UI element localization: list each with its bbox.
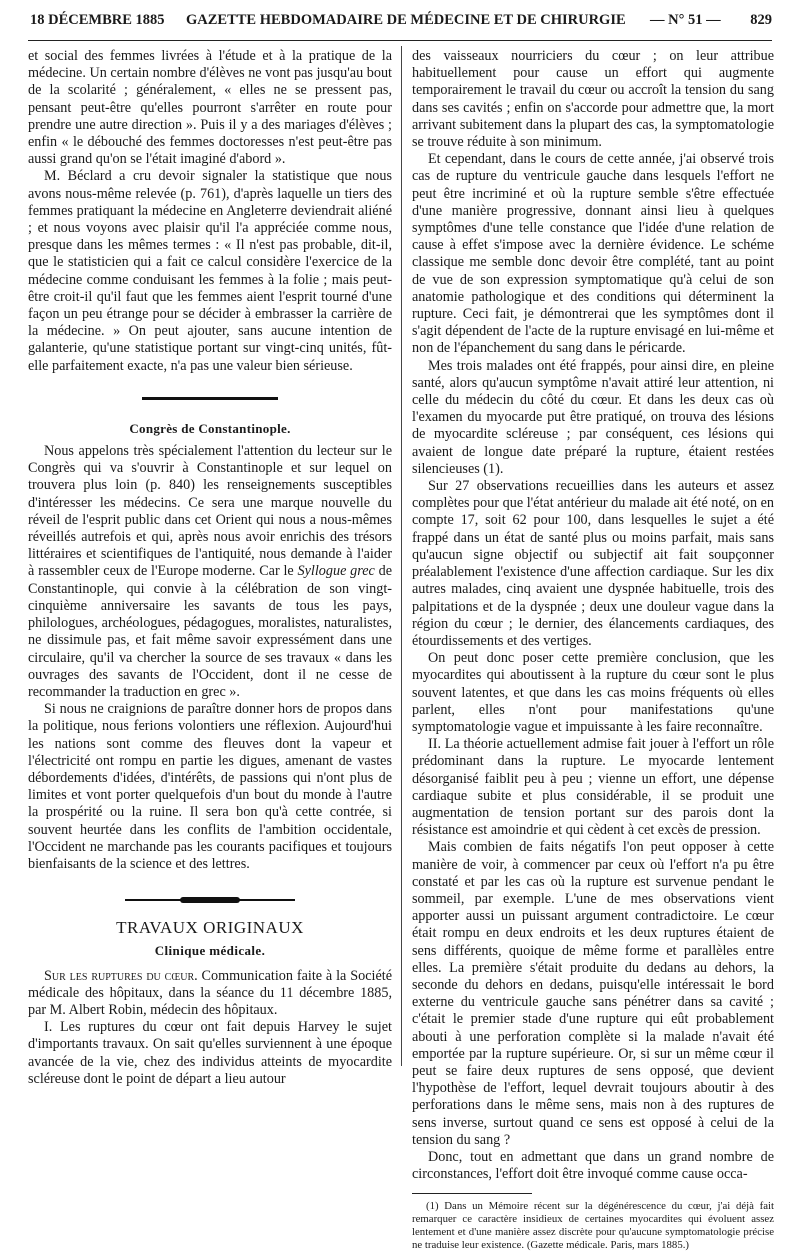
- header-date: 18 DÉCEMBRE 1885: [30, 12, 165, 28]
- paragraph: [28, 443, 392, 701]
- paragraph: Mes trois malades ont été frappés, pour ainsi dire, en pleine santé, alors qu'aucun symptôme n'avait attiré leur attention, ni celle du médecin du côté du cœur. Et dans les deux cas où l'examen du myocarde put être pratiqué, on trouva des lésions de myocardite scléreuse ; par conséquent, ces lésions qui avaient de longue date préparé la rupture, étaient restées silencieuses (1).: [412, 357, 774, 477]
- paragraph: On peut donc poser cette première conclusion, que les myocardites qui aboutissent à la rupture du cœur sont le plus souvent latentes, et que dans les cas moins fréquents où elles parlent, elles n'ont pour manifestations qu'une symptomatologie vague et impuissante à les faire reconnaître.: [412, 650, 774, 735]
- paragraph: II. La théorie actuellement admise fait jouer à l'effort un rôle prédominant dans la rupture. Le myocarde lentement désorganisé faiblit peu à peu ; vienne un effort, une dépense cardiaque subite et plus considérable, il se produit une augmentation de tension portant sur des parois dont la résistance est amoindrie et qui cèdent à cet excès de pression.: [412, 736, 774, 839]
- footnote-rule: [412, 1193, 532, 1194]
- right-column: [412, 48, 774, 1252]
- section-divider: [142, 397, 278, 400]
- left-column: [28, 48, 392, 1088]
- article-byline: Communication faite à la Société médicale des hôpitaux, dans la séance du 11 décembre 1885, par M. Albert Robin, médecin des hôpitaux.: [28, 967, 392, 1018]
- header-rule: [28, 40, 772, 41]
- paragraph: Donc, tout en admettant que dans un grand nombre de circonstances, l'effort doit être invoqué comme cause occa-: [412, 1149, 774, 1183]
- subsection-title-clinique: Clinique médicale.: [154, 943, 266, 959]
- paragraph: M. Béclard a cru devoir signaler la statistique que nous avons nous-même relevée (p. 761), d'après laquelle un tiers des femmes pratiquant la médecine en Angleterre deviendrait aliéné ; et nous voyons avec plaisir qu'il l'a appréciée comme nous, presque dans les mêmes termes : « Il n'est pas probable, dit-il, que le statisticien qui a fait ce calcul considère l'exercice de la médecine comme conduisant les femmes à la folie ; mais peut-être croit-il qu'il faut que les femmes aient l'esprit tourné d'une façon un peu étrange pour se décider à embrasser la carrière de la médecine. » On peut ajouter, sans aucune intention de galanterie, qu'une statistique portant sur vingt-cinq unités, fût-elle parfaitement exacte, n'a pas une valeur bien sérieuse.: [28, 168, 392, 374]
- paragraph: des vaisseaux nourriciers du cœur ; on leur attribue habituellement pour cause un effort qui augmente temporairement le travail du cœur ou accroît la tension du sang dans ses cavités ; enfin on s'accorde pour admettre que, la mort arrivant subitement dans la plupart des cas, la symptomatologie se trouve réduite à son minimum.: [412, 48, 774, 151]
- paragraph: et social des femmes livrées à l'étude et à la pratique de la médecine. Un certain nombre d'élèves ne vont pas jusqu'au bout de la scolarité ; généralement, « elles ne se pressent pas, pensant peut-être qu'elles pourront s'arrêter en route pour prendre une autre direction ». Puis il y a des mariages d'élèves ; enfin « le débouché des femmes doctoresses n'est peut-être pas aussi grand qu'on se l'était imaginé d'abord ».: [28, 48, 392, 168]
- paragraph-text: de Constantinople, qui convie à la célébration de son vingt-cinquième anniversaire les savants de tous les pays, philologues, archéologues, pédagogues, moralistes, naturalistes, ne dissimule pas, et fait même savoir expressément dans une circulaire, qu'il va chercher la source de ses travaux « dans les ouvrages des savants de l'Occident, dont il ne cesse de recommander la traduction en grec ».: [28, 563, 393, 700]
- section-title-travaux: TRAVAUX ORIGINAUX: [116, 918, 304, 938]
- paragraph: Et cependant, dans le cours de cette année, j'ai observé trois cas de rupture du ventricule gauche dans lesquels l'effort ne peut être incriminé et où la rupture semble s'être effectuée d'une manière progressive, donnant ainsi lieu à quelques symptômes d'une telle constance que l'idée d'une relation de cause à effet s'impose avec la dernière évidence. Le schéme classique me semble donc devoir être complété, tant au point de vue de son expression symptomatique qu'à celui de son anatomie pathologique et des conditions qui déterminent la rupture. Ceci fait, je démontrerai que les symptômes dont il s'agit dépendent de l'acte de la rupture envisagé en lui-même et non de l'épanchement du sang dans le péricarde.: [412, 151, 774, 357]
- paragraph: I. Les ruptures du cœur ont fait depuis Harvey le sujet d'importants travaux. On sait qu'elles surviennent à une époque avancée de la vie, chez des individus atteints de myocardite scléreuse dont le point de départ a lieu autour: [28, 1019, 392, 1087]
- ornamental-divider: [125, 899, 295, 901]
- header-journal-title: GAZETTE HEBDOMADAIRE DE MÉDECINE ET DE CHIRURGIE: [186, 12, 626, 28]
- header-issue-number: — N° 51 —: [650, 12, 721, 28]
- section-title-congres: Congrès de Constantinople.: [129, 420, 291, 436]
- running-header: [30, 8, 772, 34]
- paragraph: Si nous ne craignions de paraître donner hors de propos dans la politique, nous ferions volontiers une réflexion. Aujourd'hui les nations sont comme des fleuves dont la vapeur et l'électricité ont rompu en partie les digues, amenant de vastes débordements d'idées, d'intérêts, de passions qui n'ont plus de limites et vont porter quelquefois d'un bout du monde à l'autre la prospérité ou la ruine. Il sera bon qu'à cette contrée, si souvent heurtée dans les conflits de l'ambition occidentale, l'Occident ne marchande pas les courants pacifiques et toujours bienfaisants de la science et des lettres.: [28, 701, 392, 872]
- paragraph: Sur 27 observations recueillies dans les auteurs et assez complètes pour que l'état antérieur du malade ait été noté, on en compte 17, soit 62 pour 100, dans lesquelles le sujet a été frappé dans un état de santé plus ou moins parfait, mais sans qu'aucun signe objectif ou subjectif ait fait soupçonner préalablement l'existence d'une affection cardiaque. Sur les dix autres malades, cinq avaient une dyspnée habituelle, trois des palpitations et de la dyspnée ; deux une douleur vague dans la région du cœur ; le dernier, des élancements cardiaques, des étourdissements et des vertiges.: [412, 478, 774, 649]
- paragraph-text: Nous appelons très spécialement l'attention du lecteur sur le Congrès qui va s'ouvrir à Constantinople et sur lequel on trouvera plus loin (p. 840) les renseignements susceptibles d'intéresser les médecins. Ce sera une marque nouvelle du réveil de l'esprit public dans cet Orient qui nous a nous-mêmes réveillés autrefois et qui, après nous avoir enrichis des trésors littéraires et scientifiques de l'antiquité, nous demande à l'aider à rassembler ceux de l'Europe moderne. Car le: [28, 443, 392, 580]
- footnote: (1) Dans un Mémoire récent sur la dégénérescence du cœur, j'ai déjà fait remarquer ce caractère insidieux de certaines myocardites qui évoluent assez lentement et d'une manière assez discrète pour qu'aucune symptomatologie précise ne traduise leur existence. (Gazette médicale. Paris, mars 1885.): [412, 1200, 774, 1252]
- paragraph: Mais combien de faits négatifs l'on peut opposer à cette manière de voir, à commencer par ceux où l'effort n'a pu être constaté et par les cas où la rupture est survenue pendant le sommeil, par exemple. L'une de mes observations vient apporter aussi un puissant argument contradictoire. Le cœur était rompu en deux endroits et les deux ruptures étaient de sens différents, quoique de même forme et parallèles entre elles. La première s'était produite du dedans au dehors, la seconde du dehors en dedans, puisqu'elle intéressait le bord externe du ventricule gauche sans pénétrer dans sa cavité ; c'était le premier stade d'une rupture qui eût probablement abouti à une perforation complète si la malade n'avait été emportée par la rupture supérieure. Or, si sur un même cœur il peut se faire deux ruptures de sens opposé, que devient l'hypothèse de l'effort, lequel devrait toujours aboutir à des perforations dans le même sens, mais non à des ruptures de sens inverse, surtout quand ce sens est opposé à celui de la tension du sang ?: [412, 839, 774, 1148]
- article-intro: [28, 968, 392, 1020]
- article-title: Sur les ruptures du cœur.: [44, 967, 198, 984]
- header-page-number: 829: [750, 12, 772, 28]
- italic-text: Syllogue grec: [297, 563, 375, 580]
- column-separator: [401, 46, 402, 1066]
